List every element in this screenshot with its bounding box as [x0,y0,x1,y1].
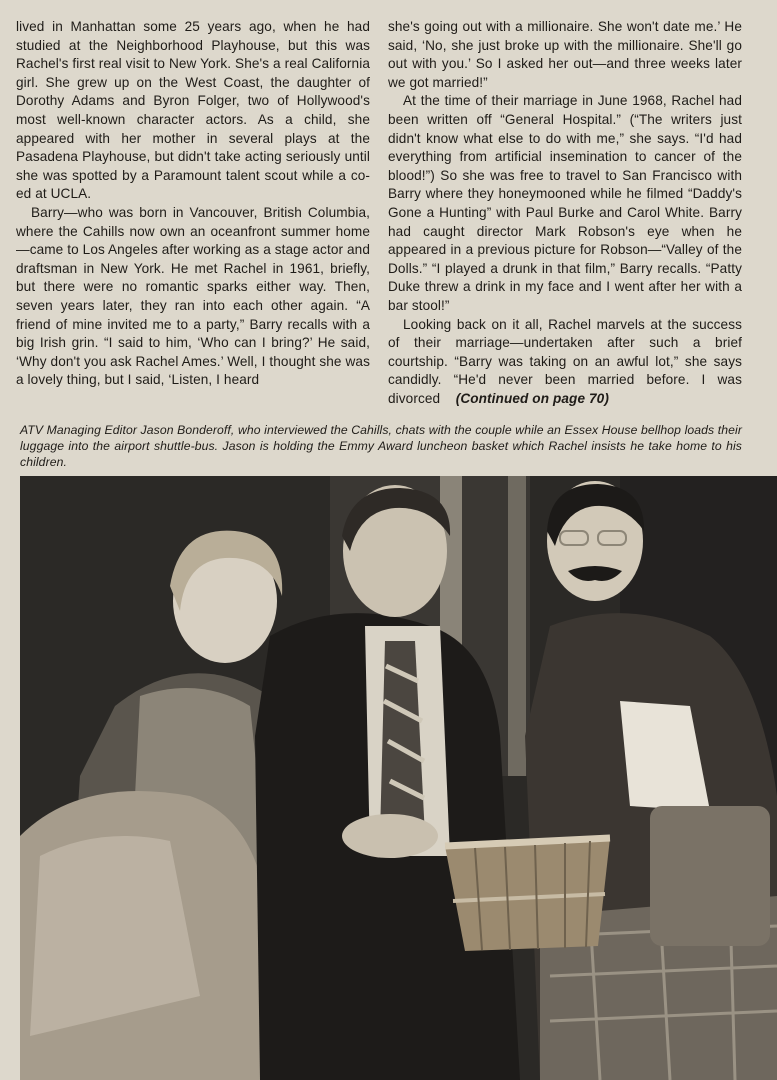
article-photo [20,476,777,1080]
article-columns [16,18,742,410]
paragraph: she's going out with a millionaire. She won't date me.’ He said, ‘No, she just broke up with the millionaire. She'll go out with you.’ So I asked her out—and three weeks later we got married!” [388,19,742,90]
photo-illustration [20,476,777,1080]
paragraph-text: Looking back on it all, Rachel marvels at the success of their marriage—undertaken after such a brief courtship. “Barry was taking on an awful lot,” she says candidly. “He'd never been married before. I was divorced [388,316,742,406]
continued-on-link[interactable]: (Continued on page 70) [455,390,609,406]
paragraph-last [388,316,742,409]
paragraph: At the time of their marriage in June 1968, Rachel had been written off “General Hospital.” (“The writers just didn't know what else to do with me,” she says. “I'd had everything from artificial insemination to cancer of the blood!”) So she was free to travel to San Francisco with Barry where they honeymooned while he filmed “Daddy's Gone a Hunting” with Paul Burke and Carol White. Barry had caught director Mark Robson's eye when he appeared in a previous picture for Robson—“Valley of the Dolls.” “I played a drunk in that film,” Barry recalls. “Patty Duke threw a drink in my face and I went after her with a bar stool!” [388,93,742,313]
photo-caption: ATV Managing Editor Jason Bonderoff, who interviewed the Cahills, chats with the couple while an Essex House bellhop loads their luggage into the airport shuttle-bus. Jason is holding the Emmy Award luncheon basket which Rachel insists he take home to his children. [20,423,742,470]
bushel-basket [445,838,610,951]
right-column [388,18,742,410]
left-column [16,18,370,410]
paragraph: Barry—who was born in Vancouver, British Columbia, where the Cahills now own an oceanfront summer home—came to Los Angeles after working as a stage actor and draftsman in New York. He met Rachel in 1961, briefly, but there were no romantic sparks either way. Then, seven years later, they ran into each other again. “A friend of mine invited me to a party,” Barry recalls with a big Irish grin. “I said to him, ‘Who can I bring?’ He said, ‘Why don't you ask Rachel Ames.’ Well, I thought she was a lovely thing, but I said, ‘Listen, I heard [16,204,370,388]
paragraph: lived in Manhattan some 25 years ago, when he had studied at the Neighborhood Playhouse, but this was Rachel's first real visit to New York. She's a real California girl. She grew up on the West Coast, the daughter of Dorothy Adams and Byron Folger, two of Hollywood's most well-known character actors. As a child, she appeared with her mother in several plays at the Pasadena Playhouse, but didn't take acting seriously until she was spotted by a Paramount talent scout while a co-ed at UCLA. [16,19,370,202]
